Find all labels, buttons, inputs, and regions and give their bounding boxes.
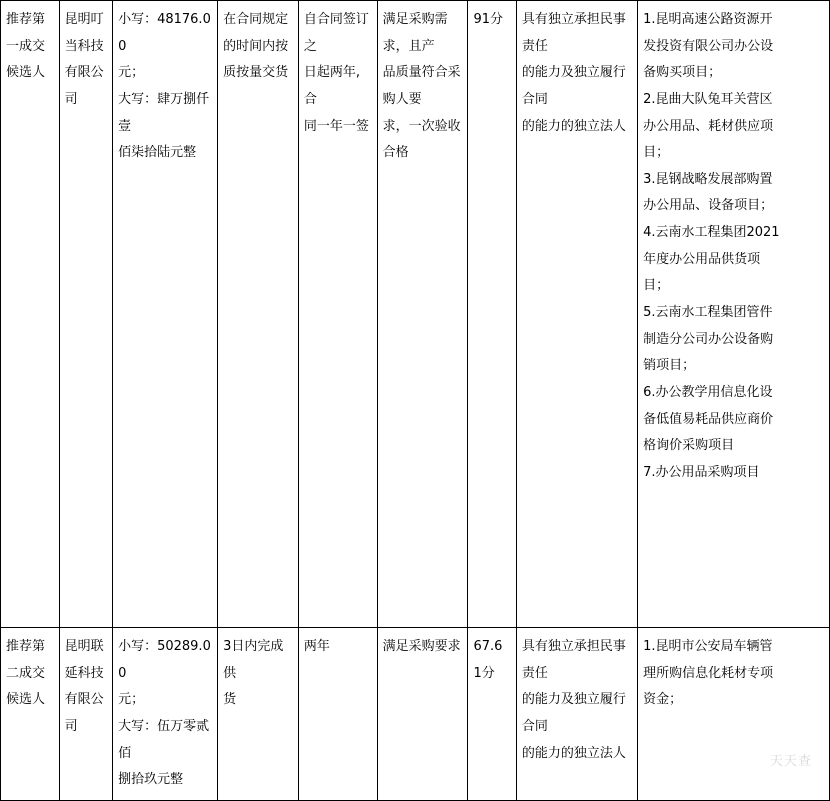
performance-records	[638, 1, 830, 628]
total-score	[468, 1, 516, 628]
service-period	[298, 1, 377, 628]
candidate-rank-text: 推荐第一成交候选人	[6, 12, 46, 81]
performance-line: 销项目；	[643, 358, 696, 374]
qualification-line: 的能力及独立履行合同	[521, 692, 626, 734]
period-line: 两年	[303, 639, 330, 654]
service-line: 满足采购需求，且产	[382, 12, 448, 54]
performance-line: 2.昆曲大队兔耳关营区	[643, 91, 773, 107]
total-score	[468, 628, 516, 801]
period-line: 日起两年,合	[303, 65, 360, 107]
price-line: 捌拾玖元整	[118, 772, 184, 788]
qualification-conditions	[516, 628, 637, 801]
performance-line: 资金；	[643, 692, 683, 708]
price-line: 小写：48176.00	[118, 12, 211, 54]
supplier-name-text: 昆明叮当科技有限公司	[64, 12, 104, 107]
performance-line: 理所购信息化耗材专项	[643, 665, 774, 681]
performance-line: 3.昆钢战略发展部购置	[643, 171, 773, 187]
performance-line: 7.办公用品采购项目	[643, 464, 760, 480]
qualification-line: 的能力的独立法人	[521, 745, 626, 761]
service-line: 满足采购要求	[382, 639, 461, 654]
performance-line: 6.办公教学用信息化设	[643, 384, 773, 400]
performance-line: 办公用品、设备项目；	[643, 198, 774, 214]
candidate-rank	[1, 628, 60, 801]
service-commitment	[377, 628, 468, 801]
delivery-line: 3日内完成供	[223, 639, 284, 681]
performance-line: 目；	[643, 145, 670, 161]
price-line: 大写：肆万捌仟壹	[118, 91, 210, 134]
delivery-line: 在合同规定	[223, 12, 289, 27]
service-period	[298, 628, 377, 801]
service-line: 品质量符合采购人要	[382, 65, 461, 107]
delivery-line: 的时间内按	[223, 38, 289, 54]
performance-line: 制造分公司办公设备购	[643, 331, 774, 347]
performance-line: 4.云南水工程集团2021	[643, 225, 780, 241]
quoted-price	[113, 628, 218, 801]
price-line: 佰柒拾陆元整	[118, 145, 197, 161]
qualification-line: 的能力及独立履行合同	[521, 65, 626, 107]
period-line: 自合同签订之	[303, 12, 369, 54]
performance-line: 备低值易耗品供应商价	[643, 411, 774, 427]
performance-line: 1.昆明市公安局车辆管	[643, 639, 773, 654]
table-row	[1, 628, 830, 801]
service-commitment	[377, 1, 468, 628]
price-line: 小写：50289.00	[118, 639, 211, 681]
supplier-name	[59, 628, 113, 801]
delivery-terms	[218, 1, 299, 628]
delivery-line: 质按量交货	[223, 65, 289, 81]
score-line: 67.6	[473, 639, 503, 654]
performance-line: 5.云南水工程集团管件	[643, 305, 773, 321]
quoted-price	[113, 1, 218, 628]
performance-line: 发投资有限公司办公设	[643, 38, 774, 54]
performance-line: 年度办公用品供货项	[643, 251, 761, 267]
price-line: 元；	[118, 65, 145, 81]
service-line: 求，一次验收合格	[382, 118, 461, 161]
period-line: 同一年一签	[303, 118, 369, 134]
watermark-text: 天天查	[769, 754, 812, 769]
delivery-terms	[218, 628, 299, 801]
candidate-rank	[1, 1, 60, 628]
performance-line: 备购买项目；	[643, 65, 722, 81]
performance-line: 目；	[643, 278, 670, 294]
performance-line: 办公用品、耗材供应项	[643, 118, 774, 134]
score-line: 91分	[473, 12, 504, 27]
price-line: 元；	[118, 692, 145, 708]
performance-records	[638, 628, 830, 801]
performance-line: 1.昆明高速公路资源开	[643, 12, 773, 27]
supplier-name-text: 昆明联延科技有限公司	[64, 639, 104, 734]
price-line: 大写：伍万零贰佰	[118, 718, 210, 761]
performance-line: 格询价采购项目	[643, 438, 735, 454]
table-row	[1, 1, 830, 628]
score-line: 1分	[473, 665, 495, 681]
qualification-conditions	[516, 1, 637, 628]
candidate-rank-text: 推荐第二成交候选人	[6, 639, 46, 708]
supplier-name	[59, 1, 113, 628]
qualification-line: 具有独立承担民事责任	[521, 12, 626, 54]
qualification-line: 具有独立承担民事责任	[521, 639, 626, 681]
delivery-line: 货	[223, 692, 237, 708]
qualification-line: 的能力的独立法人	[521, 118, 626, 134]
